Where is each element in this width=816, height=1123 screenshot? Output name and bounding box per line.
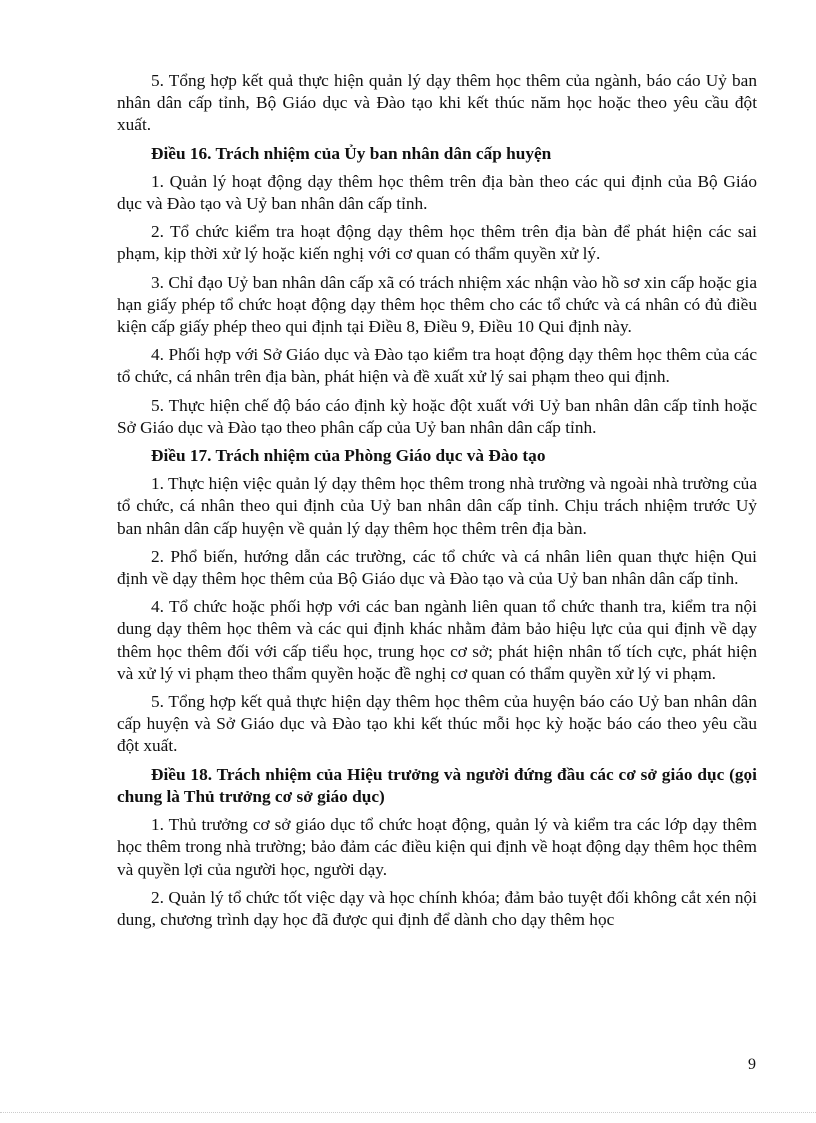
page-number: 9 — [748, 1056, 756, 1073]
document-body — [117, 70, 757, 937]
paragraph-dieu-16-item-3: 3. Chỉ đạo Uỷ ban nhân dân cấp xã có trách nhiệm xác nhận vào hồ sơ xin cấp hoặc gia hạn giấy phép tổ chức hoạt động dạy thêm học thêm cho các tổ chức và cá nhân có đủ điều kiện cấp giấy phép theo qui định tại Điều 8, Điều 9, Điều 10 Qui định này. — [117, 272, 757, 337]
paragraph-dieu-16-item-1: 1. Quản lý hoạt động dạy thêm học thêm trên địa bàn theo các qui định của Bộ Giáo dục và Đào tạo và Uỷ ban nhân dân cấp tỉnh. — [117, 171, 757, 214]
paragraph-dieu-17-item-4: 4. Tổ chức hoặc phối hợp với các ban ngành liên quan tổ chức thanh tra, kiểm tra nội dung dạy thêm học thêm và các qui định khác nhằm đảm bảo hiệu lực của qui định về dạy thêm học thêm đối với cấp tiểu học, trung học cơ sở; phát hiện nhân tố tích cực, phát hiện và xử lý vi phạm theo thẩm quyền hoặc đề nghị cơ quan có thẩm quyền xử lý vi phạm. — [117, 597, 757, 683]
heading-dieu-16: Điều 16. Trách nhiệm của Ủy ban nhân dân cấp huyện — [151, 143, 552, 163]
paragraph-dieu-16-item-4: 4. Phối hợp với Sở Giáo dục và Đào tạo kiểm tra hoạt động dạy thêm học thêm của các tổ chức, cá nhân trên địa bàn, phát hiện và đề xuất xử lý sai phạm theo qui định. — [117, 345, 757, 387]
paragraph-dieu-17-item-2: 2. Phổ biến, hướng dẫn các trường, các tổ chức và cá nhân liên quan thực hiện Qui định về dạy thêm học thêm của Bộ Giáo dục và Đào tạo và của Uỷ ban nhân dân cấp tỉnh. — [117, 546, 757, 589]
paragraph-dieu-16-item-2: 2. Tổ chức kiểm tra hoạt động dạy thêm học thêm trên địa bàn để phát hiện các sai phạm, kịp thời xử lý hoặc kiến nghị với cơ quan có thẩm quyền xử lý. — [117, 222, 757, 264]
paragraph-dieu-18-item-2: 2. Quản lý tổ chức tốt việc dạy và học chính khóa; đảm bảo tuyệt đối không cắt xén nội dung, chương trình dạy học đã được qui định để dành cho dạy thêm học — [117, 887, 757, 929]
paragraph-dieu-17-item-1: 1. Thực hiện việc quản lý dạy thêm học thêm trong nhà trường và ngoài nhà trường của tổ chức, cá nhân theo qui định của Uỷ ban nhân dân cấp tỉnh. Chịu trách nhiệm trước Uỷ ban nhân dân cấp huyện về quản lý dạy thêm học thêm trên địa bàn. — [117, 474, 757, 538]
page-bottom-rule — [0, 1112, 816, 1113]
paragraph-ndan-15-item-5: 5. Tổng hợp kết quả thực hiện quản lý dạy thêm học thêm của ngành, báo cáo Uỷ ban nhân dân cấp tỉnh, Bộ Giáo dục và Đào tạo khi kết thúc năm học hoặc theo yêu cầu đột xuất. — [117, 71, 757, 135]
paragraph-dieu-16-item-5: 5. Thực hiện chế độ báo cáo định kỳ hoặc đột xuất với Uỷ ban nhân dân cấp tỉnh hoặc Sở Giáo dục và Đào tạo theo phân cấp của Uỷ ban nhân dân cấp tỉnh. — [117, 395, 757, 437]
heading-dieu-17: Điều 17. Trách nhiệm của Phòng Giáo dục và Đào tạo — [151, 446, 546, 466]
paragraph-dieu-18-item-1: 1. Thủ trưởng cơ sở giáo dục tổ chức hoạt động, quản lý và kiểm tra các lớp dạy thêm học thêm trong nhà trường; bảo đảm các điều kiện qui định về hoạt động dạy thêm học thêm và quyền lợi của người học, người dạy. — [117, 815, 757, 879]
heading-dieu-18: Điều 18. Trách nhiệm của Hiệu trưởng và người đứng đầu các cơ sở giáo dục (gọi chung là Thủ trưởng cơ sở giáo dục) — [117, 764, 757, 806]
paragraph-dieu-17-item-5: 5. Tổng hợp kết quả thực hiện dạy thêm học thêm của huyện báo cáo Uỷ ban nhân dân cấp huyện và Sở Giáo dục và Đào tạo khi kết thúc mỗi học kỳ hoặc báo cáo theo yêu cầu đột xuất. — [117, 692, 757, 756]
